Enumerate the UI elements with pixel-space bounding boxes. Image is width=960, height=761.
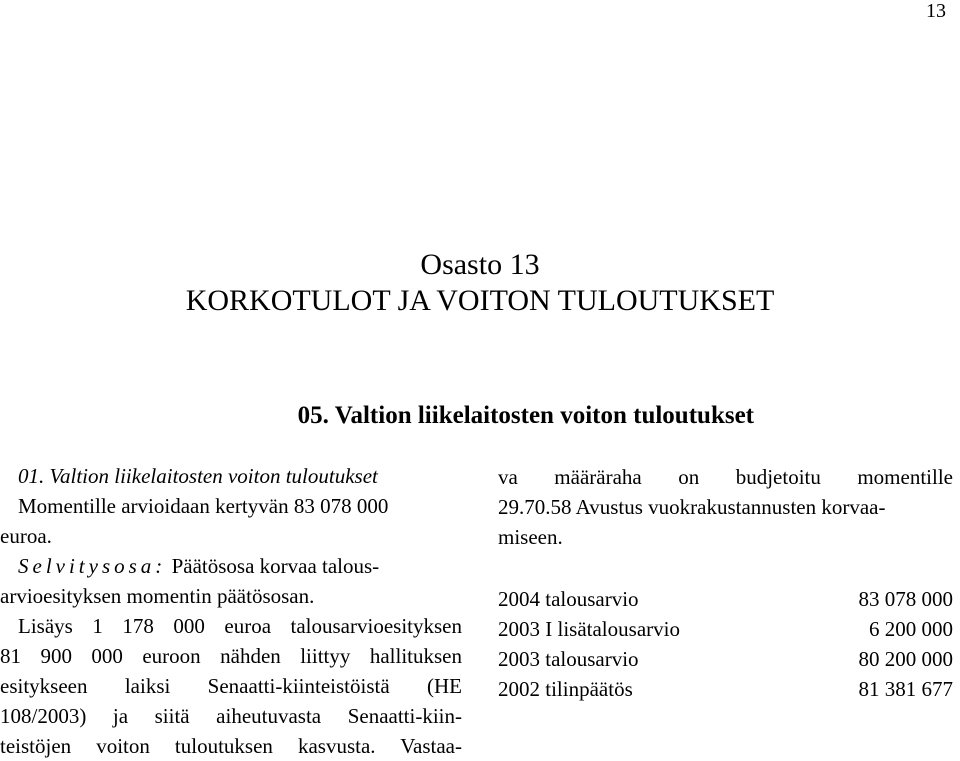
right-column [498,462,953,704]
paragraph-line: 29.70.58 Avustus vuokrakustannusten korvaa- [498,495,886,519]
budget-label: 2003 talousarvio [498,647,639,671]
left-column [0,461,462,761]
paragraph-line: 81 900 000 euroon nähden liittyy hallituksen [0,644,462,668]
estimate-line: Momentille arvioidaan kertyvän 83 078 000 [18,494,389,518]
budget-label: 2004 talousarvio [498,587,639,611]
paragraph-line: esitykseen laiksi Senaatti-kiinteistöistä (HE [0,674,462,698]
budget-value: 81 381 677 [858,677,953,701]
page-number: 13 [926,0,946,22]
budget-value: 80 200 000 [858,647,953,671]
paragraph-line: 108/2003) ja siitä aiheutuvasta Senaatti-kiin- [0,704,462,728]
budget-row [498,644,953,674]
selvitys-label: Selvitysosa: [18,554,167,578]
paragraph-line: teistöjen voiton tuloutuksen kasvusta. Vastaa- [0,734,462,758]
section-title: KORKOTULOT JA VOITON TULOUTUKSET [185,284,775,317]
paragraph-line: Lisäys 1 178 000 euroa talousarvioesityksen [18,614,462,638]
budget-row [498,674,953,704]
item-heading: 01. Valtion liikelaitosten voiton tuloutukset [18,464,378,488]
budget-label: 2003 I lisätalousarvio [498,617,680,641]
explanation-line: arvioesityksen momentin päätösosan. [0,584,315,608]
selvitys-text: Päätösosa korvaa talous- [166,554,380,578]
budget-row [498,614,953,644]
section-number: Osasto 13 [420,248,540,281]
budget-value: 83 078 000 [858,587,953,611]
estimate-line: euroa. [0,524,52,548]
explanation-line [0,551,462,581]
subsection-title: 05. Valtion liikelaitosten voiton tuloutukset [297,402,754,429]
budget-label: 2002 tilinpäätös [498,677,633,701]
paragraph-line: miseen. [498,525,563,549]
paragraph-line: va määräraha on budjetoitu momentille [498,465,953,489]
budget-row [498,584,953,614]
budget-value: 6 200 000 [869,617,953,641]
